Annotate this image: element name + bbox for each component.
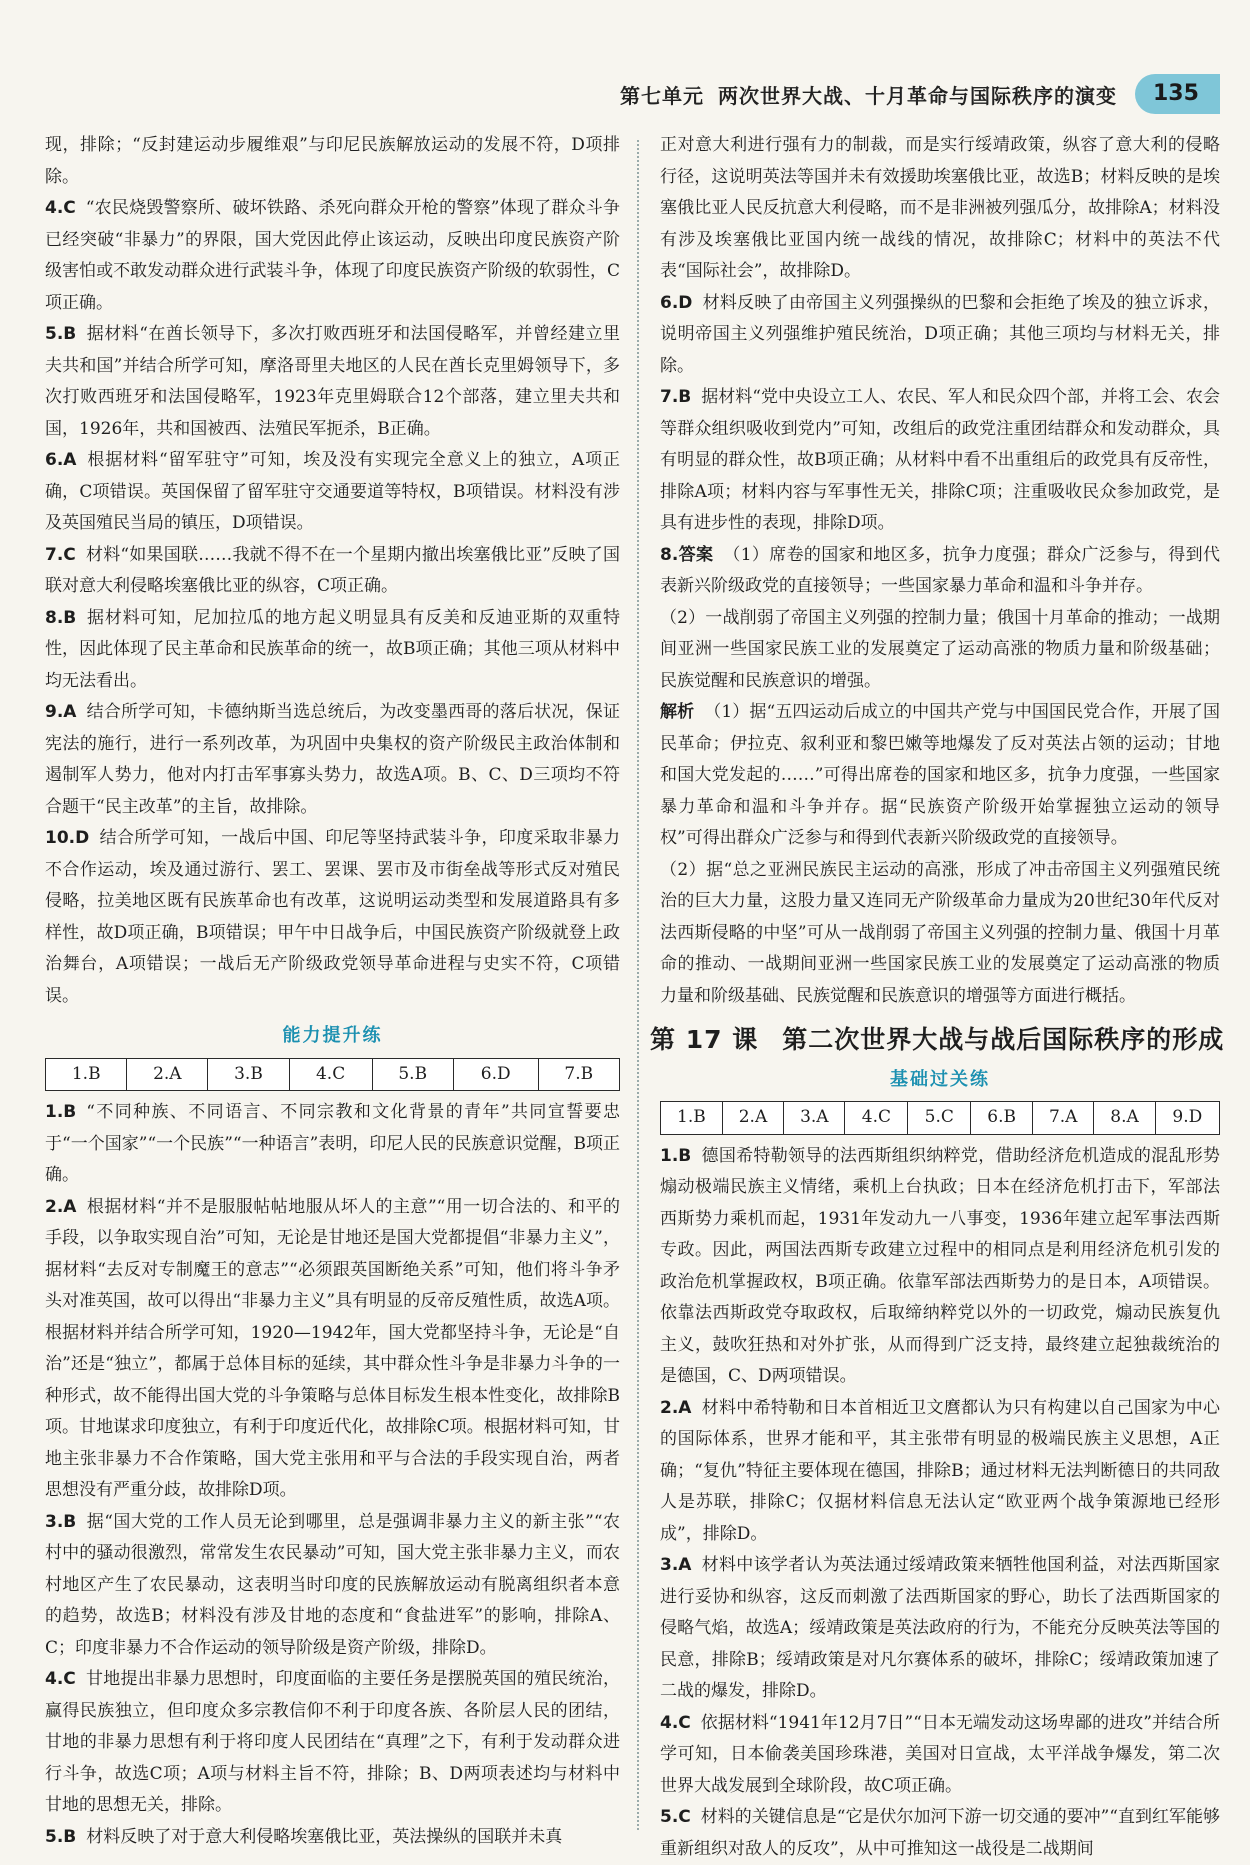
answer-cell: 1.B (46, 1058, 127, 1091)
explanation-text: 正对意大利进行强有力的制裁，而是实行绥靖政策，纵容了意大利的侵略行径，这说明英法等国并未有效援助埃塞俄比亚，故选B；材料反映的是埃塞俄比亚人民反抗意大利侵略，而不是非洲被列强瓜分，故排除A；材料没有涉及埃塞俄比亚国内统一战线的情况，故排除C；材料中的英法不代表“国际社会”，故排除D。 (660, 135, 1220, 281)
answer-item (660, 130, 1220, 288)
answer-item (45, 193, 620, 319)
section-title-basic: 基础过关练 (660, 1064, 1220, 1096)
analysis-part-2: （2）据“总之亚洲民族民主运动的高涨，形成了冲击帝国主义列强殖民统治的巨大力量，这股力量又连同无产阶级革命力量成为20世纪30年代反对法西斯侵略的中坚”可从一战削弱了帝国主义列强的控制力量、俄国十月革命的推动、一战期间亚洲一些国家民族工业的发展奠定了运动高涨的物质力量和阶级基础、民族觉醒和民族意识的增强等方面进行概括。 (660, 855, 1220, 1013)
answer-item (45, 697, 620, 823)
answer-item (660, 288, 1220, 383)
question-number: 5.B (45, 1827, 76, 1847)
unit-title: 两次世界大战、十月革命与国际秩序的演变 (718, 84, 1117, 108)
answer-cell: 1.B (661, 1102, 723, 1135)
right-column (660, 130, 1220, 1865)
explanation-text: 据“国大党的工作人员无论到哪里，总是强调非暴力主义的新主张”“农村中的骚动很激烈，常常发生农民暴动”可知，国大党主张非暴力主义，而农村地区产生了农民暴动，这表明当时印度的民族解放运动有脱离组织者本意的趋势，故选B；材料没有涉及甘地的态度和“食盐进军”的影响，排除A、C；印度非暴力不合作运动的领导阶级是资产阶级，排除D。 (45, 1512, 620, 1658)
answer-cell: 3.A (784, 1102, 845, 1135)
explanation-text: “不同种族、不同语言、不同宗教和文化背景的青年”共同宣誓要忠于“一个国家”“一个民族”“一种语言”表明，印尼人民的民族意识觉醒，B项正确。 (45, 1102, 620, 1185)
answer-item (660, 1550, 1220, 1708)
question-number: 9.A (45, 702, 76, 722)
lesson-number: 第 17 课 (650, 1025, 758, 1054)
answer-cell: 4.C (289, 1058, 372, 1091)
explanation-text: 材料反映了对于意大利侵略埃塞俄比亚，英法操纵的国联并未真 (86, 1827, 562, 1847)
answer-item (45, 1507, 620, 1665)
answer-cell: 5.B (372, 1058, 453, 1091)
answer-cell: 5.C (908, 1102, 971, 1135)
answer-cell: 9.D (1155, 1102, 1219, 1135)
left-bottom-items (45, 1097, 620, 1853)
answer-item (45, 1822, 620, 1854)
left-top-items (45, 130, 620, 1012)
explanation-text: 根据材料“留军驻守”可知，埃及没有实现完全意义上的独立，A项正确，C项错误。英国保留了留军驻守交通要道等特权，B项错误。材料没有涉及英国殖民当局的镇压，D项错误。 (45, 450, 620, 533)
answer-item (45, 445, 620, 540)
question-number: 4.C (660, 1713, 691, 1733)
question-number: 7.B (660, 387, 691, 407)
answer-item (660, 1802, 1220, 1865)
analysis-part-1: （1）据“五四运动后成立的中国共产党与中国国民党合作，开展了国民革命；伊拉克、叙利亚和黎巴嫩等地爆发了反对英法占领的运动；甘地和国大党发起的……”可得出席卷的国家和地区多，抗争力度强，一些国家暴力革命和温和斗争并存。据“民族资产阶级开始掌握独立运动的领导权”可得出群众广泛参与和得到代表新兴阶级政党的直接领导。 (660, 702, 1220, 848)
question-number: 8.答案 (660, 545, 713, 565)
explanation-text: 结合所学可知，一战后中国、印尼等坚持武装斗争，印度采取非暴力不合作运动，埃及通过游行、罢工、罢课、罢市及市街垒战等形式反对殖民侵略，拉美地区既有民族革命也有改革，这说明运动类型和发展道路具有多样性，故D项正确，B项错误；甲午中日战争后，中国民族资产阶级就登上政治舞台，A项错误；一战后无产阶级政党领导革命进程与史实不符，C项错误。 (45, 828, 620, 1006)
explanation-text: 现，排除；“反封建运动步履维艰”与印尼民族解放运动的发展不符，D项排除。 (45, 135, 620, 187)
explanation-text: 据材料“在酋长领导下，多次打败西班牙和法国侵略军，并曾经建立里夫共和国”并结合所学可知，摩洛哥里夫地区的人民在酋长克里姆领导下，多次打败西班牙和法国侵略军，1923年克里姆联合12个部落，建立里夫共和国，1926年，共和国被西、法殖民军扼杀，B正确。 (45, 324, 620, 439)
answer-part-2: （2）一战削弱了帝国主义列强的控制力量；俄国十月革命的推动；一战期间亚洲一些国家民族工业的发展奠定了运动高涨的物质力量和阶级基础；民族觉醒和民族意识的增强。 (660, 603, 1220, 698)
analysis-label: 解析 (660, 702, 694, 722)
explanation-text: 材料反映了由帝国主义列强操纵的巴黎和会拒绝了埃及的独立诉求，说明帝国主义列强维护殖民统治，D项正确；其他三项均与材料无关，排除。 (660, 293, 1220, 376)
page-header (0, 0, 1250, 110)
answer-cell: 4.C (845, 1102, 908, 1135)
answer-cell: 7.B (538, 1058, 620, 1091)
left-column (45, 130, 620, 1853)
explanation-text: 依据材料“1941年12月7日”“日本无端发动这场卑鄙的进攻”并结合所学可知，日本偷袭美国珍珠港，美国对日宣战，太平洋战争爆发，第二次世界大战发展到全球阶段，故C项正确。 (660, 1713, 1220, 1796)
running-head (620, 80, 1117, 109)
answer-item (45, 603, 620, 698)
right-bottom-items (660, 1141, 1220, 1865)
question-number: 1.B (660, 1146, 691, 1166)
answer-item (660, 1141, 1220, 1393)
answer-item (45, 319, 620, 445)
question-number: 2.A (660, 1398, 691, 1418)
explanation-text: 根据材料“并不是服服帖帖地服从坏人的主意”“用一切合法的、和平的手段，以争取实现自治”可知，无论是甘地还是国大党都提倡“非暴力主义”，据材料“去反对专制魔王的意志”“必须跟英国断绝关系”可知，他们将斗争矛头对准英国，故可以得出“非暴力主义”具有明显的反帝反殖性质，故选A项。根据材料并结合所学可知，1920—1942年，国大党都坚持斗争，无论是“自治”还是“独立”，都属于总体目标的延续，其中群众性斗争是非暴力斗争的一种形式，故不能得出国大党的斗争策略与总体目标发生根本性变化，故排除B项。甘地谋求印度独立，有利于印度近代化，故排除C项。根据材料可知，甘地主张非暴力不合作策略，国大党主张用和平与合法的手段实现自治，两者思想没有严重分歧，故排除D项。 (45, 1197, 620, 1501)
explanation-text: 材料中该学者认为英法通过绥靖政策来牺牲他国利益，对法西斯国家进行妥协和纵容，这反而刺激了法西斯国家的野心，助长了法西斯国家的侵略气焰，故选A；绥靖政策是英法政府的行为，不能充分反映英法等国的民意，排除B；绥靖政策是对凡尔赛体系的破坏，排除C；绥靖政策加速了二战的爆发，排除D。 (660, 1555, 1220, 1701)
explanation-text: 材料“如果国联……我就不得不在一个星期内撤出埃塞俄比亚”反映了国联对意大利侵略埃塞俄比亚的纵容，C项正确。 (45, 545, 620, 597)
answer-cell: 6.D (453, 1058, 538, 1091)
answer-item (45, 823, 620, 1012)
question-number: 4.C (45, 198, 76, 218)
question-number: 4.C (45, 1669, 76, 1689)
question-number: 7.C (45, 545, 76, 565)
column-divider (637, 140, 639, 1830)
answer-item (660, 382, 1220, 540)
answer-cell: 8.A (1094, 1102, 1155, 1135)
question-number: 3.A (660, 1555, 691, 1575)
explanation-text: 德国希特勒领导的法西斯组织纳粹党，借助经济危机造成的混乱形势煽动极端民族主义情绪，乘机上台执政；日本在经济危机打击下，军部法西斯势力乘机而起，1931年发动九一八事变，1936年建立起军事法西斯专政。因此，两国法西斯专政建立过程中的相同点是利用经济危机引发的政治危机掌握政权，B项正确。依靠军部法西斯势力的是日本，A项错误。依靠法西斯政党夺取政权，后取缔纳粹党以外的一切政党，煽动民族复仇主义，鼓吹狂热和对外扩张，从而得到广泛支持，最终建立起独裁统治的是德国，C、D两项错误。 (660, 1146, 1220, 1387)
answer-cell: 6.B (971, 1102, 1033, 1135)
explanation-text: 结合所学可知，卡德纳斯当选总统后，为改变墨西哥的落后状况，保证宪法的施行，进行一系列改革，为巩固中央集权的资产阶级民主政治体制和遏制军人势力，他对内打击军事寡头势力，故选A项。B、C、D三项均不符合题干“民主改革”的主旨，故排除。 (45, 702, 620, 817)
page-number: 135 (1135, 74, 1220, 114)
explanation-text: 材料中希特勒和日本首相近卫文麿都认为只有构建以自己国家为中心的国际体系，世界才能和平，其主张带有明显的极端民族主义思想，A正确；“复仇”特征主要体现在德国，排除B；通过材料无法判断德日的共同敌人是苏联，排除C；仅据材料信息无法认定“欧亚两个战争策源地已经形成”，排除D。 (660, 1398, 1220, 1544)
lesson-title (650, 1024, 1220, 1056)
answer-item (45, 540, 620, 603)
question-number: 8.B (45, 608, 76, 628)
question-8 (660, 540, 1220, 603)
explanation-text: 据材料“党中央设立工人、农民、军人和民众四个部，并将工会、农会等群众组织吸收到党内”可知，改组后的政党注重团结群众和发动群众，具有明显的群众性，故B项正确；从材料中看不出重组后的政党具有反帝性，排除A项；材料内容与军事性无关，排除C项；注重吸收民众参加政党，是具有进步性的表现，排除D项。 (660, 387, 1220, 533)
answer-item (45, 1664, 620, 1822)
unit-label: 第七单元 (620, 84, 704, 108)
question-number: 3.B (45, 1512, 76, 1532)
explanation-text: 材料的关键信息是“它是伏尔加河下游一切交通的要冲”“直到红军能够重新组织对敌人的反攻”，从中可推知这一战役是二战期间 (660, 1807, 1220, 1859)
analysis-part-1-block (660, 697, 1220, 855)
question-number: 6.D (660, 293, 692, 313)
answer-item (660, 1393, 1220, 1551)
question-number: 6.A (45, 450, 76, 470)
question-number: 5.B (45, 324, 76, 344)
answer-item (45, 1192, 620, 1507)
answer-table-basic (660, 1101, 1220, 1135)
answer-item (45, 1097, 620, 1192)
explanation-text: 甘地提出非暴力思想时，印度面临的主要任务是摆脱英国的殖民统治，赢得民族独立，但印度众多宗教信仰不利于印度各族、各阶层人民的团结，甘地的非暴力思想有利于将印度人民团结在“真理”之下，有利于发动群众进行斗争，故选C项；A项与材料主旨不符，排除；B、D两项表述均与材料中甘地的思想无关，排除。 (45, 1669, 620, 1815)
answer-cell: 2.A (722, 1102, 783, 1135)
answer-part-1: （1）席卷的国家和地区多，抗争力度强；群众广泛参与，得到代表新兴阶级政党的直接领导；一些国家暴力革命和温和斗争并存。 (660, 545, 1220, 597)
answer-item (45, 130, 620, 193)
right-top-items (660, 130, 1220, 540)
explanation-text: “农民烧毁警察所、破坏铁路、杀死向群众开枪的警察”体现了群众斗争已经突破“非暴力”的界限，国大党因此停止该运动，反映出印度民族资产阶级害怕或不敢发动群众进行武装斗争，体现了印度民族资产阶级的软弱性，C项正确。 (45, 198, 620, 313)
answer-cell: 3.B (208, 1058, 289, 1091)
question-number: 1.B (45, 1102, 76, 1122)
answer-item (660, 1708, 1220, 1803)
question-number: 5.C (660, 1807, 691, 1827)
answer-cell: 7.A (1033, 1102, 1094, 1135)
lesson-name: 第二次世界大战与战后国际秩序的形成 (782, 1025, 1224, 1054)
explanation-text: 据材料可知，尼加拉瓜的地方起义明显具有反美和反迪亚斯的双重特性，因此体现了民主革命和民族革命的统一，故B项正确；其他三项从材料中均无法看出。 (45, 608, 620, 691)
section-title-ability: 能力提升练 (45, 1020, 620, 1052)
answer-cell: 2.A (127, 1058, 208, 1091)
question-number: 2.A (45, 1197, 76, 1217)
answer-table-ability (45, 1058, 620, 1092)
question-number: 10.D (45, 828, 89, 848)
